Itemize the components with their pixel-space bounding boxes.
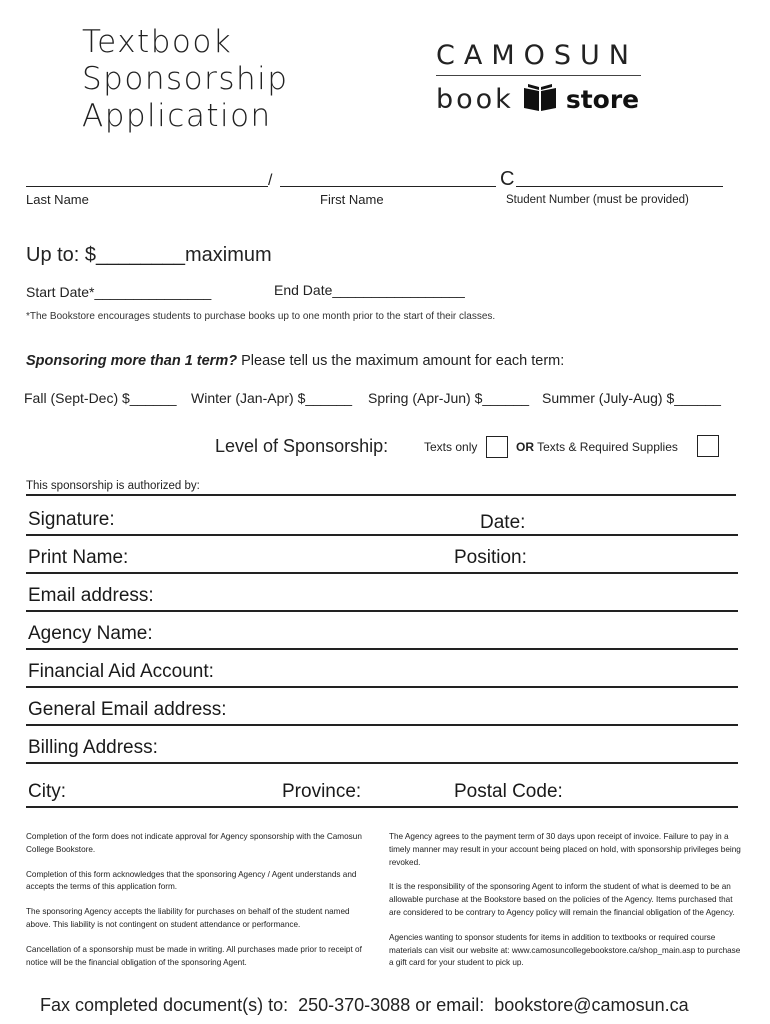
- date-label: Date:: [480, 512, 526, 533]
- billing-address-label: Billing Address:: [28, 737, 158, 758]
- last-name-label: Last Name: [26, 192, 89, 207]
- texts-and-supplies-option: [516, 440, 678, 454]
- start-date-note: *The Bookstore encourages students to purchase books up to one month prior to the start of their classes.: [26, 311, 496, 322]
- first-name-field[interactable]: [280, 186, 496, 187]
- start-date-field[interactable]: Start Date*_______________: [26, 284, 212, 300]
- term-fall-field[interactable]: Fall (Sept-Dec) $______: [24, 390, 177, 406]
- texts-and-supplies-checkbox[interactable]: [697, 435, 719, 457]
- email-address-row[interactable]: [26, 580, 738, 612]
- logo-store-text: store: [565, 85, 640, 114]
- title-line-1: Textbook: [82, 24, 233, 60]
- agency-name-row[interactable]: [26, 618, 738, 650]
- term-summer-field[interactable]: Summer (July-Aug) $______: [542, 390, 721, 406]
- city-label: City:: [28, 781, 66, 802]
- billing-address-row[interactable]: [26, 732, 738, 764]
- signature-date-row[interactable]: [26, 504, 738, 536]
- general-email-row[interactable]: [26, 694, 738, 726]
- form-title: [82, 24, 288, 135]
- financial-aid-account-row[interactable]: [26, 656, 738, 688]
- student-number-field[interactable]: [516, 186, 723, 187]
- terms-paragraph: The Agency agrees to the payment term of 30 days upon receipt of invoice. Failure to pay in a timely manner may result in your account being placed on hold, with sponsorship privileges being revoked.: [389, 832, 741, 867]
- last-name-field[interactable]: [26, 186, 268, 187]
- terms-paragraph: The sponsoring Agency accepts the liability for purchases on behalf of the student named above. This liability is not contingent on student attendance or performance.: [26, 907, 350, 929]
- authorized-by-heading: This sponsorship is authorized by:: [26, 480, 200, 492]
- email-address-label: Email address:: [28, 585, 154, 606]
- end-date-field[interactable]: End Date_________________: [274, 282, 465, 298]
- terms-paragraph: Agencies wanting to sponsor students for items in addition to textbooks or required course materials can visit our website at: www.camosuncollegebookstore.ca/shop_main.asp to purchase a gift card for your student to pick up.: [389, 932, 741, 968]
- name-slash: /: [268, 172, 273, 189]
- texts-only-checkbox[interactable]: [486, 436, 508, 458]
- term-spring-field[interactable]: Spring (Apr-Jun) $______: [368, 390, 530, 406]
- fax-email-footer: Fax completed document(s) to: 250-370-3088 or email: bookstore@camosun.ca: [40, 995, 689, 1015]
- multi-term-question-bold: Sponsoring more than 1 term?: [26, 353, 238, 369]
- terms-paragraph: Completion of the form does not indicate approval for Agency sponsorship with the Camosun College Bookstore.: [26, 832, 362, 854]
- authorized-by-rule: [26, 494, 736, 496]
- texts-and-supplies-label: Texts & Required Supplies: [537, 440, 678, 454]
- print-name-label: Print Name:: [28, 547, 129, 568]
- logo-book-text: book: [436, 84, 514, 115]
- position-label: Position:: [454, 547, 527, 568]
- title-line-2: Sponsorship: [82, 61, 289, 97]
- terms-paragraph: Completion of this form acknowledges that the sponsoring Agency / Agent understands and accepts the terms of this application form.: [26, 869, 357, 892]
- agency-name-label: Agency Name:: [28, 623, 153, 644]
- terms-paragraph: Cancellation of a sponsorship must be made in writing. All purchases made prior to receipt of notice will be the financial obligation of the sponsoring Agent.: [26, 944, 362, 967]
- first-name-label: First Name: [320, 192, 384, 207]
- multi-term-question-rest: Please tell us the maximum amount for each term:: [237, 353, 565, 369]
- maximum-amount-field[interactable]: Up to: $________maximum: [26, 244, 272, 266]
- financial-aid-account-label: Financial Aid Account:: [28, 661, 214, 682]
- terms-left-column: [26, 831, 372, 981]
- level-of-sponsorship-label: Level of Sponsorship:: [215, 436, 389, 456]
- student-number-label: Student Number (must be provided): [506, 194, 689, 206]
- city-province-postal-row[interactable]: [26, 776, 738, 808]
- student-number-prefix: C: [500, 168, 515, 190]
- open-book-icon: [522, 82, 558, 117]
- or-text: OR: [516, 440, 534, 454]
- general-email-label: General Email address:: [28, 699, 227, 720]
- title-line-3: Application: [82, 98, 272, 134]
- texts-only-label: Texts only: [424, 440, 478, 454]
- province-label: Province:: [282, 781, 362, 802]
- logo-divider: [436, 75, 641, 76]
- multi-term-question: [26, 353, 564, 369]
- signature-label: Signature:: [28, 509, 115, 530]
- term-winter-field[interactable]: Winter (Jan-Apr) $______: [191, 390, 353, 406]
- camosun-bookstore-logo: [436, 40, 646, 117]
- terms-right-column: [389, 831, 745, 982]
- print-name-position-row[interactable]: [26, 542, 738, 574]
- postal-code-label: Postal Code:: [454, 781, 563, 802]
- terms-paragraph: It is the responsibility of the sponsoring Agent to inform the student of what is deemed to be an allowable purchase at the Bookstore based on the policies of the Agency. Items purchased that are considered to be contrary to Agency policy will remain the financial obligation of the Agency.: [389, 882, 735, 917]
- logo-camosun-text: CAMOSUN: [436, 40, 638, 71]
